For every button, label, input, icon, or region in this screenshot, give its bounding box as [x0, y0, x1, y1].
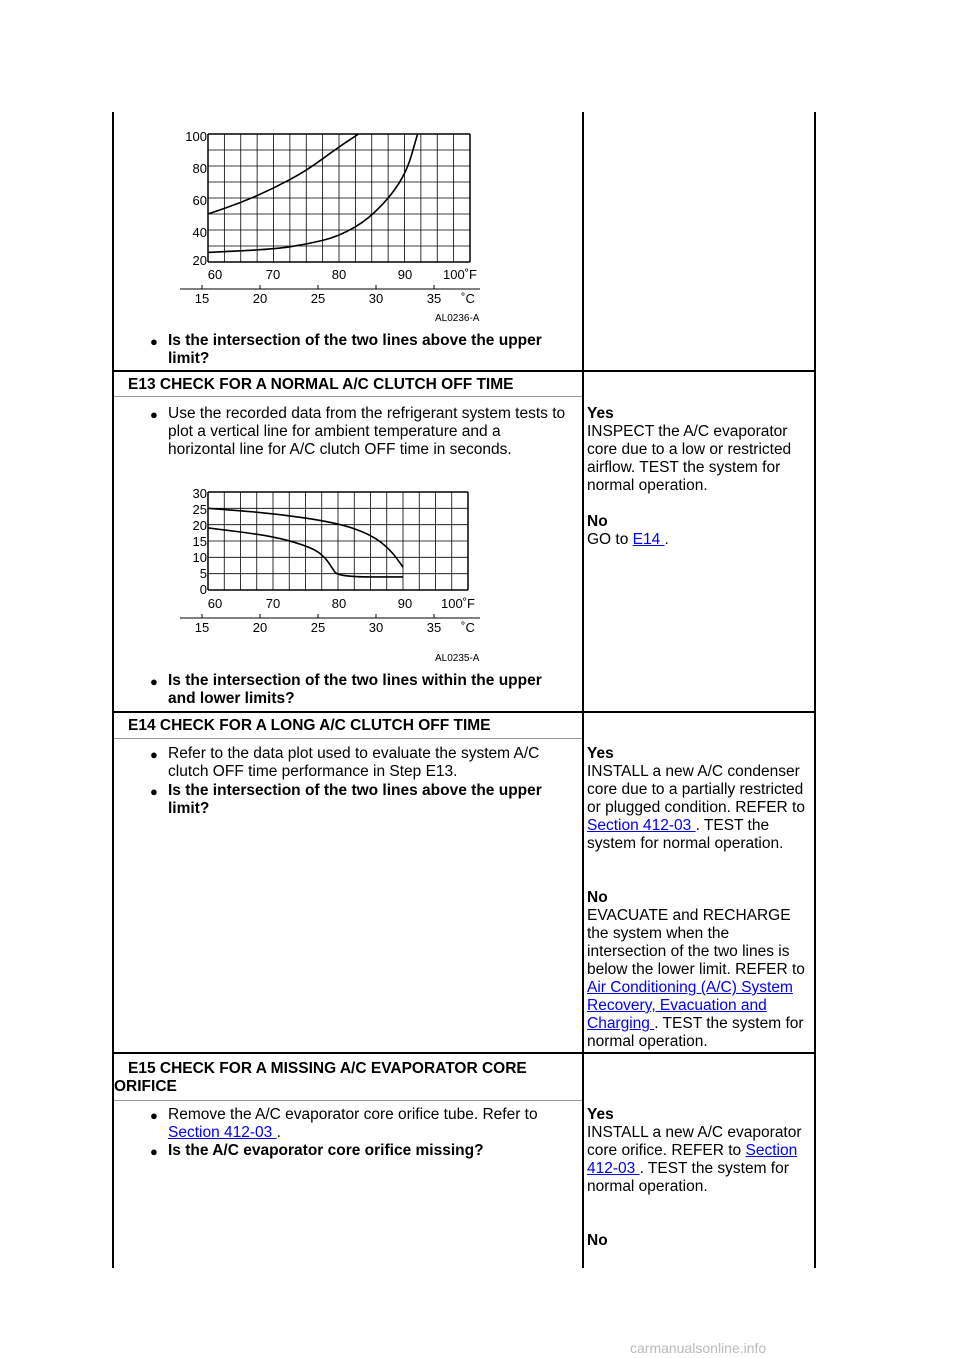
chart-ac-clutch-on-time: [180, 124, 490, 324]
chart1-c-tick: 35: [426, 291, 442, 306]
chart1-y-tick: 100: [185, 129, 207, 144]
e14-yes-label: Yes: [587, 745, 614, 762]
chart2-y-tick: 5: [199, 566, 207, 581]
chart-ac-clutch-off-time: [180, 484, 490, 666]
e14-yes-text: INSTALL a new A/C condenser core due to a partially restricted or plugged condition. REFER to Section 412-03 . TEST the system for normal operation.: [587, 763, 805, 852]
chart2-f-tick: 80: [331, 596, 347, 611]
chart2-f-tick: 60: [207, 596, 223, 611]
e13-yes-text: INSPECT the A/C evaporator core due to a low or restricted airflow. TEST the system for normal operation.: [587, 423, 792, 494]
chart2-figure-code: AL0235-A: [435, 653, 480, 664]
chart1-upper-limit-line: [208, 134, 359, 214]
e13-header: E13 CHECK FOR A NORMAL A/C CLUTCH OFF TIME: [128, 376, 514, 393]
chart2-y-tick: 30: [192, 486, 207, 501]
row-divider-e14: [112, 711, 816, 713]
chart2-c-tick: 20: [252, 620, 268, 635]
chart1-f-tick: 80: [331, 267, 347, 282]
bullet-icon: ●: [150, 1144, 158, 1159]
chart1-f-tick: 100˚F: [443, 267, 477, 282]
chart2-f-tick: 90: [397, 596, 413, 611]
header-underline-e13: [114, 396, 582, 397]
section-412-03-link[interactable]: Section 412-03: [587, 817, 696, 834]
chart1-y-tick: 40: [192, 225, 207, 240]
e14-question: Is the intersection of the two lines above the upper limit?: [168, 782, 542, 817]
chart1-c-tick: 25: [310, 291, 326, 306]
chart1-f-tick: 70: [265, 267, 281, 282]
chart1-y-tick: 60: [192, 193, 207, 208]
chart2-c-tick: 25: [310, 620, 326, 635]
chart1-y-tick: 80: [192, 161, 207, 176]
bullet-icon: ●: [150, 784, 158, 799]
chart1-lower-limit-line: [208, 134, 418, 252]
chart1-figure-code: AL0236-A: [435, 313, 480, 324]
bullet-icon: ●: [150, 1108, 158, 1123]
ac-recovery-evacuation-charging-link[interactable]: Air Conditioning (A/C) System Recovery, Evacuation and Charging: [587, 979, 793, 1032]
bullet-icon: ●: [150, 674, 158, 689]
chart2-y-tick: 25: [192, 502, 207, 517]
chart2-c-tick: 15: [194, 620, 210, 635]
chart2-c-tick: ˚C: [461, 620, 475, 635]
e13-yes-label: Yes: [587, 405, 614, 422]
e14-step1: Refer to the data plot used to evaluate the system A/C clutch OFF time performance in Step E13.: [168, 745, 540, 780]
chart1-y-tick: 20: [192, 253, 207, 268]
e14-no-label: No: [587, 889, 608, 906]
e14-no-text: EVACUATE and RECHARGE the system when the intersection of the two lines is below the lower limit. REFER to Air Conditioning (A/C) System Recovery, Evacuation and Charging . TEST the system for normal operation.: [587, 907, 805, 1050]
e12-question: Is the intersection of the two lines above the upper limit?: [168, 332, 542, 367]
chart2-y-tick: 20: [192, 518, 207, 533]
bullet-icon: ●: [150, 407, 158, 422]
e15-yes-text: INSTALL a new A/C evaporator core orifice. REFER to Section 412-03 . TEST the system for normal operation.: [587, 1124, 802, 1195]
chart1-c-tick: 20: [252, 291, 268, 306]
chart2-y-tick: 0: [199, 582, 207, 597]
chart1-c-tick: 15: [194, 291, 210, 306]
chart2-f-tick: 70: [265, 596, 281, 611]
chart2-c-tick: 30: [368, 620, 384, 635]
e13-no-label: No: [587, 513, 608, 530]
chart1-f-tick: 90: [397, 267, 413, 282]
e14-header: E14 CHECK FOR A LONG A/C CLUTCH OFF TIME: [128, 717, 491, 734]
row-divider-e13: [112, 370, 816, 372]
chart2-f-tick: 100˚F: [441, 596, 475, 611]
e15-header-line2: ORIFICE: [114, 1078, 177, 1095]
chart2-c-tick: 35: [426, 620, 442, 635]
e15-yes-label: Yes: [587, 1106, 614, 1123]
table-divider: [582, 112, 584, 1268]
bullet-icon: ●: [150, 747, 158, 762]
e13-step1: Use the recorded data from the refrigerant system tests to plot a vertical line for ambient temperature and a horizontal line for A/C clutch OFF time in seconds.: [168, 405, 566, 458]
chart2-y-tick: 10: [192, 550, 207, 565]
row-divider-e15: [112, 1052, 816, 1054]
header-underline-e14: [114, 738, 582, 739]
section-412-03-link[interactable]: Section 412-03: [168, 1124, 277, 1141]
e13-question: Is the intersection of the two lines within the upper and lower limits?: [168, 672, 542, 707]
section-412-03-link[interactable]: Section 412-03: [587, 1142, 798, 1177]
chart2-grid: [208, 492, 468, 590]
header-underline-e15: [114, 1100, 582, 1101]
chart1-c-tick: 30: [368, 291, 384, 306]
e15-step1: Remove the A/C evaporator core orifice tube. Refer to Section 412-03 .: [168, 1106, 538, 1141]
e13-no-text: GO to E14 .: [587, 531, 669, 548]
e15-header-line1: E15 CHECK FOR A MISSING A/C EVAPORATOR CORE: [128, 1060, 527, 1077]
table-right-border: [814, 112, 816, 1268]
chart2-y-tick: 15: [192, 534, 207, 549]
chart1-grid: [208, 134, 470, 262]
e14-link[interactable]: E14: [632, 531, 665, 548]
chart1-c-tick: ˚C: [461, 291, 475, 306]
e15-no-label: No: [587, 1232, 608, 1249]
chart1-f-tick: 60: [207, 267, 223, 282]
bullet-icon: ●: [150, 334, 158, 349]
footer-watermark: carmanualsonline.info: [630, 1340, 767, 1356]
e15-question: Is the A/C evaporator core orifice missing?: [168, 1142, 484, 1159]
